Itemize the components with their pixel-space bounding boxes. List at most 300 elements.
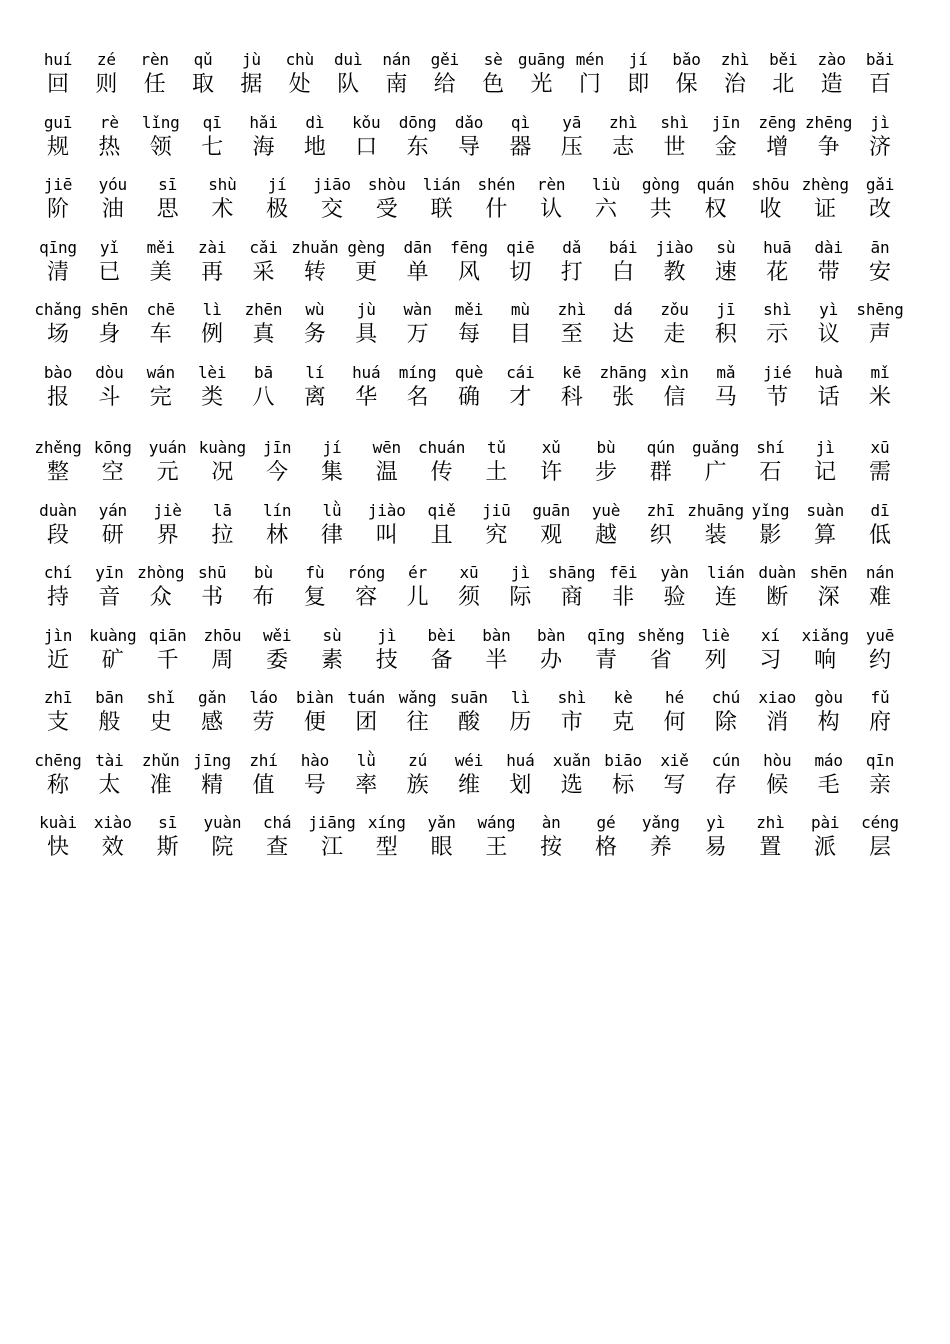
character-cell	[263, 813, 291, 861]
hanzi-character: 层	[868, 835, 892, 860]
hanzi-character: 报	[46, 384, 69, 410]
character-cell	[672, 50, 700, 98]
hanzi-character: 林	[266, 522, 289, 548]
character-cell	[286, 50, 314, 98]
character-cell	[147, 363, 175, 411]
character-cell	[715, 238, 737, 286]
character-row	[38, 626, 900, 674]
character-cell	[758, 688, 796, 736]
pinyin-label: xíng	[367, 813, 406, 832]
hanzi-character: 温	[375, 460, 398, 485]
pinyin-label: duì	[333, 50, 363, 69]
hanzi-character: 节	[766, 384, 789, 410]
character-row	[38, 238, 900, 286]
pinyin-label: lín	[263, 500, 292, 520]
character-cell	[478, 813, 516, 861]
character-cell	[89, 626, 136, 674]
character-cell	[368, 813, 406, 861]
pinyin-label: duàn	[39, 500, 77, 520]
pinyin-label: dì	[305, 112, 325, 132]
pinyin-label: jiāo	[313, 175, 351, 194]
hanzi-character: 研	[101, 522, 124, 548]
hanzi-character: 千	[156, 647, 179, 673]
pinyin-label: qīng	[587, 625, 625, 645]
pinyin-label: yǐ	[99, 237, 119, 257]
pinyin-label: zhì	[608, 112, 638, 132]
pinyin-label: wēn	[372, 438, 401, 457]
character-cell	[94, 813, 132, 861]
pinyin-label: gǎi	[865, 175, 895, 194]
hanzi-character: 安	[868, 259, 892, 285]
character-cell	[204, 626, 242, 674]
hanzi-character: 太	[98, 772, 121, 798]
pinyin-label: gèng	[347, 237, 386, 257]
hanzi-character: 响	[814, 647, 837, 673]
pinyin-label: xiao	[758, 688, 797, 707]
hanzi-character: 素	[320, 647, 344, 673]
pinyin-label: guǎng	[692, 438, 740, 457]
pinyin-label: hǎi	[249, 112, 278, 132]
character-cell	[204, 813, 242, 861]
hanzi-character: 称	[46, 772, 70, 798]
hanzi-character: 带	[817, 259, 840, 285]
hanzi-character: 验	[663, 585, 686, 610]
character-cell	[304, 563, 326, 611]
character-cell	[485, 438, 507, 486]
character-cell	[137, 563, 184, 611]
hanzi-character: 才	[509, 384, 532, 410]
pinyin-label: shēn	[90, 300, 129, 319]
hanzi-character: 技	[375, 647, 398, 673]
character-cell	[399, 688, 437, 736]
pinyin-label: mù	[510, 300, 530, 319]
character-cell	[249, 113, 277, 161]
pinyin-label: yǐng	[751, 500, 790, 520]
character-cell	[201, 113, 223, 161]
pinyin-label: gòng	[641, 175, 680, 194]
character-cell	[647, 501, 675, 549]
hanzi-character: 即	[627, 72, 650, 97]
hanzi-character: 单	[406, 259, 429, 285]
character-row	[38, 50, 900, 98]
hanzi-character: 已	[98, 259, 121, 285]
pinyin-label: gé	[596, 813, 616, 832]
character-cell	[540, 813, 562, 861]
hanzi-character: 需	[868, 460, 892, 485]
character-cell	[44, 113, 72, 161]
character-cell	[44, 626, 72, 674]
character-cell	[249, 751, 277, 799]
character-cell	[98, 238, 120, 286]
hanzi-character: 写	[663, 772, 686, 798]
character-cell	[427, 501, 455, 549]
character-cell	[95, 688, 123, 736]
hanzi-character: 备	[430, 647, 453, 673]
character-cell	[149, 626, 187, 674]
character-cell	[304, 363, 326, 411]
hanzi-character: 往	[406, 710, 429, 735]
character-cell	[802, 175, 849, 223]
pinyin-label: yǎn	[427, 813, 456, 832]
hanzi-character: 教	[663, 259, 686, 285]
character-cell	[95, 751, 123, 799]
character-row	[34, 300, 904, 348]
pinyin-label: dǎ	[562, 237, 582, 257]
pinyin-label: huā	[763, 237, 792, 257]
hanzi-character: 传	[430, 460, 453, 485]
hanzi-character: 步	[594, 460, 618, 485]
hanzi-character: 南	[385, 72, 408, 97]
character-cell	[193, 751, 231, 799]
hanzi-character: 且	[430, 522, 453, 548]
character-cell	[756, 813, 784, 861]
hanzi-character: 断	[766, 585, 789, 610]
hanzi-character: 型	[375, 835, 398, 860]
pinyin-label: mǎ	[716, 362, 736, 382]
pinyin-label: huá	[506, 750, 535, 770]
hanzi-character: 律	[320, 522, 344, 548]
character-cell	[313, 175, 351, 223]
hanzi-character: 改	[868, 197, 891, 222]
character-cell	[304, 300, 326, 348]
character-cell	[252, 363, 274, 411]
character-cell	[34, 438, 81, 486]
character-cell	[856, 300, 903, 348]
character-cell	[707, 563, 745, 611]
hanzi-character: 门	[578, 72, 601, 97]
hanzi-character: 志	[612, 134, 635, 160]
character-cell	[308, 813, 355, 861]
pinyin-label: kē	[562, 362, 582, 382]
pinyin-label: zhī	[646, 500, 675, 520]
character-cell	[321, 626, 343, 674]
character-cell	[347, 688, 385, 736]
character-cell	[347, 238, 385, 286]
pinyin-label: qiān	[148, 625, 187, 645]
pinyin-label: biàn	[296, 688, 334, 707]
hanzi-character: 办	[540, 647, 563, 673]
pinyin-label: shén	[477, 175, 516, 194]
character-cell	[478, 175, 516, 223]
hanzi-character: 例	[201, 322, 224, 347]
character-cell	[352, 363, 380, 411]
character-cell	[604, 751, 642, 799]
pinyin-label: zhǔn	[141, 750, 180, 770]
character-cell	[455, 300, 483, 348]
pinyin-label: lí	[305, 362, 325, 382]
character-cell	[211, 501, 233, 549]
pinyin-label: xìn	[660, 362, 689, 382]
hanzi-character: 转	[303, 259, 326, 285]
character-cell	[866, 626, 894, 674]
hanzi-character: 风	[457, 259, 481, 285]
character-cell	[712, 751, 740, 799]
pinyin-label: zú	[408, 750, 428, 770]
hanzi-character: 矿	[101, 647, 124, 673]
character-cell	[537, 175, 565, 223]
pinyin-label: chēng	[34, 750, 82, 770]
character-cell	[561, 113, 583, 161]
pinyin-label: dǎo	[454, 112, 484, 132]
hanzi-character: 劳	[252, 710, 275, 735]
pinyin-label: qiě	[427, 500, 456, 520]
hanzi-character: 准	[149, 772, 172, 798]
character-cell	[692, 438, 739, 486]
pinyin-label: tài	[95, 750, 124, 770]
pinyin-label: chuán	[418, 438, 466, 457]
character-cell	[368, 501, 406, 549]
pinyin-label: bǎi	[865, 50, 895, 69]
hanzi-character: 科	[560, 384, 583, 410]
pinyin-label: zhěng	[34, 438, 82, 457]
pinyin-label: zhòng	[137, 563, 185, 582]
hanzi-character: 话	[817, 384, 840, 410]
hanzi-character: 消	[766, 710, 789, 735]
pinyin-label: qì	[510, 112, 530, 132]
hanzi-character: 列	[704, 647, 727, 673]
character-cell	[558, 300, 586, 348]
hanzi-character: 感	[201, 710, 224, 735]
character-cell	[609, 563, 637, 611]
character-cell	[198, 563, 226, 611]
hanzi-character: 器	[509, 134, 532, 160]
character-cell	[756, 438, 784, 486]
pinyin-label: zhèng	[801, 175, 849, 194]
character-cell	[142, 113, 180, 161]
pinyin-label: gòu	[814, 688, 843, 707]
hanzi-character: 达	[612, 322, 635, 347]
pinyin-label: ān	[870, 237, 890, 257]
hanzi-character: 养	[649, 835, 672, 860]
character-cell	[39, 501, 77, 549]
pinyin-label: bǎo	[672, 50, 701, 69]
pinyin-label: mǐ	[870, 362, 890, 382]
pinyin-label: láo	[249, 688, 278, 707]
pinyin-label: shěng	[637, 625, 685, 645]
pinyin-label: chú	[711, 688, 741, 707]
character-cell	[450, 238, 488, 286]
pinyin-label: quán	[696, 175, 735, 194]
character-cell	[198, 688, 226, 736]
hanzi-character: 广	[704, 460, 727, 485]
pinyin-label: yì	[819, 300, 839, 319]
character-cell	[373, 438, 401, 486]
pinyin-label: xuǎn	[552, 750, 591, 770]
hanzi-character: 快	[46, 835, 70, 860]
pinyin-label: sī	[158, 175, 178, 194]
pinyin-label: kuàng	[198, 438, 246, 457]
pinyin-label: qīng	[39, 237, 77, 257]
character-cell	[157, 175, 179, 223]
pinyin-label: rèn	[140, 50, 169, 69]
pinyin-label: xiào	[93, 813, 132, 832]
character-cell	[869, 363, 891, 411]
hanzi-character: 划	[509, 772, 532, 798]
character-row	[38, 563, 900, 611]
hanzi-character: 拉	[211, 522, 234, 548]
hanzi-character: 难	[868, 585, 891, 610]
pinyin-label: fù	[305, 563, 325, 582]
pinyin-label: huà	[814, 362, 843, 382]
character-cell	[558, 688, 586, 736]
pinyin-label: qiē	[506, 237, 535, 257]
hanzi-character: 装	[704, 522, 727, 548]
pinyin-label: sù	[716, 237, 736, 257]
pinyin-label: yǎng	[641, 813, 680, 832]
hanzi-character: 保	[675, 72, 698, 97]
pinyin-label: bù	[596, 438, 616, 457]
hanzi-character: 存	[714, 772, 737, 798]
pinyin-label: fēng	[450, 237, 488, 257]
character-cell	[609, 113, 637, 161]
pinyin-label: zhì	[720, 50, 750, 69]
character-cell	[509, 563, 531, 611]
character-cell	[660, 363, 688, 411]
character-cell	[612, 688, 634, 736]
hanzi-character: 美	[149, 259, 172, 285]
pinyin-label: jù	[241, 50, 261, 69]
hanzi-character: 具	[355, 322, 378, 347]
hanzi-character: 世	[663, 134, 686, 160]
hanzi-character: 目	[509, 322, 532, 347]
hanzi-character: 金	[714, 134, 737, 160]
pinyin-label: hào	[300, 750, 330, 770]
hanzi-character: 周	[211, 647, 234, 673]
character-cell	[763, 238, 791, 286]
hanzi-character: 记	[814, 460, 837, 485]
pinyin-label: xiě	[660, 750, 689, 770]
character-cell	[458, 563, 480, 611]
pinyin-label: lì	[510, 688, 530, 707]
pinyin-label: zhuǎn	[291, 237, 339, 257]
pinyin-label: chē	[146, 300, 175, 319]
hanzi-character: 场	[46, 322, 70, 347]
character-cell	[715, 363, 737, 411]
pinyin-label: bái	[608, 237, 638, 257]
character-cell	[869, 113, 891, 161]
character-cell	[869, 238, 891, 286]
character-cell	[814, 688, 842, 736]
hanzi-character: 地	[303, 134, 326, 160]
character-cell	[355, 300, 377, 348]
hanzi-character: 济	[868, 134, 892, 160]
hanzi-character: 维	[457, 772, 480, 798]
character-cell	[506, 751, 534, 799]
pinyin-label: jiāng	[308, 813, 356, 832]
hanzi-character: 色	[482, 72, 505, 97]
pinyin-label: yīn	[95, 563, 124, 582]
hanzi-character: 什	[485, 197, 508, 222]
character-row	[38, 501, 900, 549]
pinyin-label: wǎng	[398, 688, 437, 707]
pinyin-label: shì	[557, 688, 586, 707]
pinyin-label: fēi	[608, 563, 638, 582]
character-cell	[95, 563, 123, 611]
character-cell	[99, 501, 127, 549]
hanzi-character: 身	[98, 322, 121, 347]
character-cell	[263, 626, 291, 674]
pinyin-label: máo	[814, 750, 843, 770]
pinyin-label: kuàng	[89, 625, 137, 645]
pinyin-label: jié	[763, 362, 792, 382]
character-cell	[537, 626, 565, 674]
character-cell	[656, 238, 694, 286]
character-cell	[198, 363, 226, 411]
hanzi-character: 音	[98, 585, 121, 610]
character-cell	[518, 50, 565, 98]
pinyin-label: qīn	[865, 750, 895, 770]
pinyin-label: yuè	[591, 500, 621, 520]
character-cell	[423, 175, 461, 223]
hanzi-character: 队	[337, 72, 360, 97]
pinyin-label: lǜ	[322, 500, 342, 520]
hanzi-character: 治	[723, 72, 746, 97]
hanzi-character: 切	[509, 259, 532, 285]
hanzi-character: 酸	[457, 710, 481, 735]
character-cell	[91, 300, 129, 348]
pinyin-label: xū	[459, 563, 479, 582]
character-cell	[149, 438, 187, 486]
character-cell	[208, 175, 236, 223]
pinyin-label: sè	[483, 50, 503, 69]
character-cell	[866, 563, 894, 611]
pinyin-label: shì	[660, 112, 689, 132]
character-cell	[352, 113, 380, 161]
pinyin-label: lèi	[197, 362, 227, 382]
hanzi-character: 非	[612, 585, 635, 610]
pinyin-label: gǎn	[197, 688, 227, 707]
hanzi-character: 低	[868, 522, 892, 548]
pinyin-label: yuē	[865, 625, 895, 645]
pinyin-label: lián	[422, 175, 461, 194]
character-cell	[427, 626, 455, 674]
pinyin-label: shēng	[856, 300, 904, 319]
character-cell	[431, 50, 459, 98]
hanzi-character: 采	[252, 259, 275, 285]
pinyin-label: nán	[382, 50, 411, 69]
character-cell	[612, 300, 634, 348]
character-cell	[869, 438, 891, 486]
character-cell	[263, 438, 291, 486]
character-cell	[455, 363, 483, 411]
character-cell	[147, 300, 175, 348]
pinyin-label: jī	[716, 300, 736, 319]
pinyin-label: yuàn	[203, 813, 242, 832]
hanzi-character: 取	[192, 72, 215, 97]
hanzi-character: 越	[594, 522, 617, 548]
pinyin-label: hòu	[763, 750, 792, 770]
pinyin-label: zhāng	[599, 362, 647, 382]
character-cell	[811, 813, 839, 861]
hanzi-character: 白	[612, 259, 635, 285]
hanzi-character: 效	[101, 835, 124, 860]
character-cell	[721, 50, 749, 98]
pinyin-label: biāo	[604, 750, 642, 770]
pinyin-label: zhì	[557, 300, 586, 319]
hanzi-character: 规	[46, 134, 69, 160]
pinyin-label: fǔ	[870, 688, 890, 707]
character-cell	[805, 113, 852, 161]
hanzi-character: 领	[149, 134, 172, 160]
hanzi-character: 万	[406, 322, 429, 347]
hanzi-character: 书	[201, 585, 224, 610]
character-cell	[861, 813, 899, 861]
hanzi-character: 号	[303, 772, 326, 798]
hanzi-character: 七	[201, 134, 224, 160]
pinyin-label: měi	[146, 237, 175, 257]
character-cell	[509, 113, 531, 161]
pinyin-label: jì	[377, 625, 397, 645]
